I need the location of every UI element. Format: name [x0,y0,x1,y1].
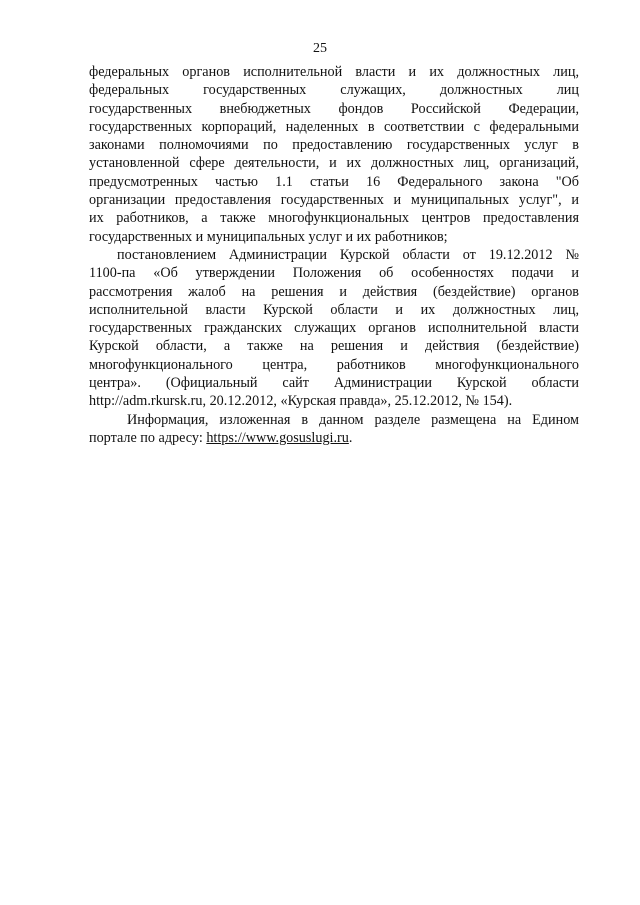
text-line: http://adm.rkursk.ru, 20.12.2012, «Курская правда», 25.12.2012, № 154). [89,393,513,410]
text-line: установленной сфере деятельности, и их должностных лиц, организаций, [89,155,579,172]
gosuslugi-link[interactable]: https://www.gosuslugi.ru [206,429,349,446]
text-line: государственных и муниципальных услуг и их работников; [89,228,448,245]
paragraph-1 [89,63,579,246]
text-line: федеральных органов исполнительной власти и их должностных лиц, [89,64,579,80]
text-line: центра». (Официальный сайт Администрации Курской области [89,375,579,392]
text-line-with-link [89,429,579,447]
text-line: многофункционального центра, работников многофункционального [89,356,579,373]
text-line: исполнительной власти Курской области и их должностных лиц, [89,301,579,318]
text-line: государственных корпораций, наделенных в соответствии с федеральными [89,118,579,135]
text-line: их работников, а также многофункциональных центров предоставления [89,210,579,227]
page-number: 25 [313,41,327,56]
paragraph-2 [89,246,579,411]
text-line: федеральных государственных служащих, должностных лиц [89,82,579,99]
link-prefix: портале по адресу: [89,429,207,446]
text-line: организации предоставления государственных и муниципальных услуг", и [89,192,579,209]
text-line: государственных гражданских служащих органов исполнительной власти [89,320,579,337]
text-line: государственных внебюджетных фондов Российской Федерации, [89,100,579,117]
text-line: законами полномочиями по предоставлению государственных услуг в [89,137,579,154]
text-line: предусмотренных частью 1.1 статьи 16 Федерального закона "Об [89,173,579,190]
text-line: Курской области, а также на решения и действия (бездействие) [89,338,579,355]
body-text [89,63,579,447]
text-line: Информация, изложенная в данном разделе размещена на Едином [127,411,579,428]
text-line: 1100-па «Об утверждении Положения об особенностях подачи и [89,265,579,282]
text-line: постановлением Администрации Курской области от 19.12.2012 № [117,246,579,263]
text-line: рассмотрения жалоб на решения и действия (бездействие) органов [89,283,579,300]
paragraph-3 [89,411,579,448]
link-suffix: . [348,429,353,446]
